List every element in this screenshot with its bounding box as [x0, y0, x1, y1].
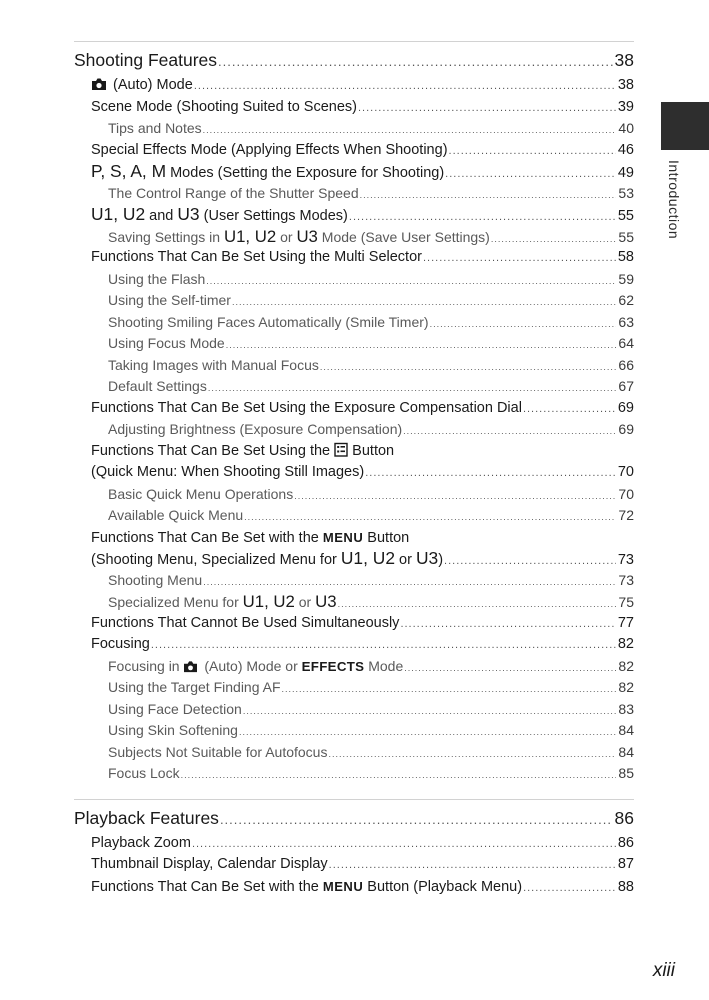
- menu-button-icon: MENU: [322, 529, 364, 545]
- toc-entry-shooting-features[interactable]: Shooting Features ..... 38: [74, 46, 634, 75]
- toc-entry-multi-selector[interactable]: Functions That Can Be Set Using the Multi Selector ..... 58: [74, 247, 634, 269]
- toc-section-shooting: [74, 41, 634, 785]
- toc-entry-special-effects-mode[interactable]: Special Effects Mode (Applying Effects When Shooting) ..... 46: [74, 140, 634, 162]
- toc-entry-self-timer[interactable]: Using the Self-timer ..... 62: [74, 290, 634, 312]
- toc-entry-scene-mode[interactable]: Scene Mode (Shooting Suited to Scenes) ..... 39: [74, 97, 634, 119]
- toc-entry-psam-modes[interactable]: P, S, A, M Modes (Setting the Exposure for Shooting) ..... 49: [74, 161, 634, 183]
- toc-entry-shooting-menu-specialized[interactable]: (Shooting Menu, Specialized Menu for U1, U2 or U3) ..... 73: [74, 548, 634, 570]
- toc-entry-face-detection[interactable]: Using Face Detection ..... 83: [74, 699, 634, 721]
- toc-entry-skin-softening[interactable]: Using Skin Softening ..... 84: [74, 720, 634, 742]
- toc-entry-default-settings[interactable]: Default Settings ..... 67: [74, 376, 634, 398]
- camera-icon: [183, 658, 198, 678]
- page-number: xiii: [652, 960, 675, 981]
- toc-entry-focusing[interactable]: Focusing ..... 82: [74, 634, 634, 656]
- toc-entry-subjects-not-suitable[interactable]: Subjects Not Suitable for Autofocus ..... 84: [74, 742, 634, 764]
- toc-entry-quick-menu[interactable]: (Quick Menu: When Shooting Still Images) ..... 70: [74, 462, 634, 484]
- toc-entry-specialized-menu[interactable]: Specialized Menu for U1, U2 or U3 ..... 75: [74, 591, 634, 613]
- toc-entry-cannot-be-used-simultaneously[interactable]: Functions That Cannot Be Used Simultaneously ..... 77: [74, 613, 634, 635]
- toc-entry-playback-menu[interactable]: Functions That Can Be Set with the MENU Button (Playback Menu) ..... 88: [74, 876, 634, 898]
- toc-entry-focus-mode[interactable]: Using Focus Mode ..... 64: [74, 333, 634, 355]
- toc-entry-tips-and-notes[interactable]: Tips and Notes ..... 40: [74, 118, 634, 140]
- effects-mode-icon: EFFECTS: [301, 658, 365, 674]
- toc-entry-menu-button[interactable]: Functions That Can Be Set with the MENU Button: [91, 529, 410, 546]
- toc-entry-flash[interactable]: Using the Flash ..... 59: [74, 269, 634, 291]
- toc-page-number: 38: [614, 50, 634, 70]
- toc-section-playback: [74, 799, 634, 898]
- toc-entry-playback-features[interactable]: Playback Features ..... 86: [74, 804, 634, 833]
- toc-entry-available-quick-menu[interactable]: Available Quick Menu ..... 72: [74, 505, 634, 527]
- mode-symbols: P, S, A, M: [91, 161, 167, 181]
- quick-menu-icon: [334, 442, 348, 463]
- chapter-tab-marker: [661, 102, 709, 150]
- chapter-tab-label: Introduction: [666, 160, 682, 240]
- toc-entry-playback-zoom[interactable]: Playback Zoom ..... 86: [74, 833, 634, 855]
- toc-entry-auto-mode[interactable]: (Auto) Mode ..... 38: [74, 75, 634, 97]
- toc-entry-focus-lock[interactable]: Focus Lock ..... 85: [74, 763, 634, 785]
- menu-button-icon: MENU: [322, 878, 364, 894]
- toc-entry-quick-menu-button[interactable]: Functions That Can Be Set Using the Button: [74, 441, 634, 463]
- toc-entry-shooting-menu[interactable]: Shooting Menu ..... 73: [74, 570, 634, 592]
- toc-entry-exposure-compensation-dial[interactable]: Functions That Can Be Set Using the Exposure Compensation Dial ..... 69: [74, 398, 634, 420]
- toc-entry-save-user-settings[interactable]: Saving Settings in U1, U2 or U3 Mode (Save User Settings) ..... 55: [74, 226, 634, 248]
- toc-entry-user-settings-modes[interactable]: U1, U2 and U3 (User Settings Modes) ..... 55: [74, 204, 634, 226]
- toc-entry-focusing-auto-effects[interactable]: Focusing in (Auto) Mode or EFFECTS Mode ..... 82: [74, 656, 634, 678]
- toc-entry-basic-quick-menu[interactable]: Basic Quick Menu Operations ..... 70: [74, 484, 634, 506]
- toc-entry-target-finding-af[interactable]: Using the Target Finding AF ..... 82: [74, 677, 634, 699]
- toc-entry-adjusting-brightness[interactable]: Adjusting Brightness (Exposure Compensation) ..... 69: [74, 419, 634, 441]
- toc-entry-smile-timer[interactable]: Shooting Smiling Faces Automatically (Smile Timer) ..... 63: [74, 312, 634, 334]
- toc-entry-manual-focus[interactable]: Taking Images with Manual Focus ..... 66: [74, 355, 634, 377]
- toc-entry-shutter-speed-range[interactable]: The Control Range of the Shutter Speed ..... 53: [74, 183, 634, 205]
- toc-entry-thumbnail-calendar[interactable]: Thumbnail Display, Calendar Display ..... 87: [74, 854, 634, 876]
- table-of-contents: [74, 41, 634, 897]
- camera-icon: [91, 77, 107, 97]
